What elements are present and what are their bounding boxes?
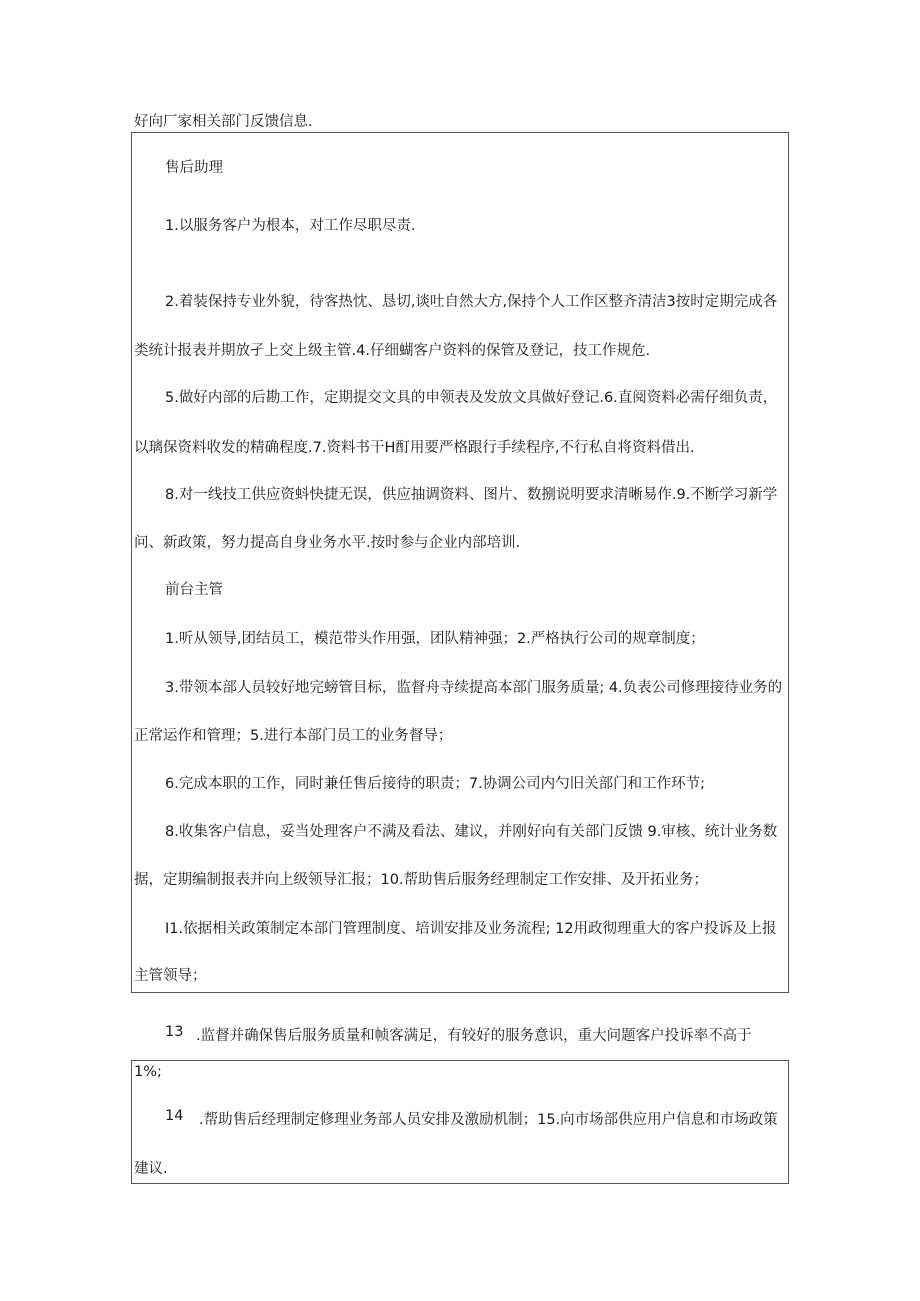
paragraph-line: 正常运作和管理；5.进行本部门员工的业务督导； bbox=[134, 728, 453, 744]
paragraph-line: 6.完成本职的工作，同时兼任售后接待的职责；7.协调公司内勺旧关部门和工作环节; bbox=[165, 776, 706, 792]
paragraph-line: .监督并确保售后服务质量和帧客满足，有较好的服务意识，重大问题客户投诉率不高于 bbox=[196, 1028, 752, 1044]
paragraph-line: 问、新政策，努力提高自身业务水平.按时参与企业内部培训. bbox=[134, 535, 521, 551]
paragraph-line: 1.以服务客户为根本，对工作尽职尽责. bbox=[165, 218, 416, 234]
section-title-front-desk-supervisor: 前台主管 bbox=[165, 582, 223, 598]
content-box-1 bbox=[131, 132, 789, 993]
paragraph-line: 3.带领本部人员较好地完螃管目标，监督舟寺续提高本部门服务质量; 4.负表公司修理接待业务的 bbox=[165, 680, 783, 696]
paragraph-line: 1%; bbox=[134, 1064, 162, 1080]
section-title-after-sales-assistant: 售后助理 bbox=[165, 160, 223, 176]
paragraph-line: 建议. bbox=[134, 1161, 168, 1177]
item-number: 14 bbox=[165, 1108, 184, 1124]
paragraph-line: 类统计报表并期放孑上交上级主管.4.仔细蝴客户资料的保管及登记，技工作规危. bbox=[134, 343, 651, 359]
paragraph-line: 据，定期编制报表并向上级领导汇报；10.帮助售后服务经理制定工作安排、及开拓业务； bbox=[134, 872, 709, 888]
paragraph-line: 主管领导； bbox=[134, 968, 207, 984]
paragraph-line: 以璃保资料收发的精确程度.7.资料书干H酊用要严格跟行手续程序,不行私自将资料借出. bbox=[134, 440, 695, 456]
paragraph-line: I1.依据相关政策制定本部门管理制度、培训安排及业务流程; 12用政彻理重大的客户投诉及上报 bbox=[165, 921, 777, 937]
paragraph-line: 8.收集客户信息，妥当处理客户不满及看法、建议，并刚好向有关部门反馈 9.审核、统计业务数 bbox=[165, 824, 778, 840]
paragraph-line: 2.着装保持专业外貌，待客热忱、恳切,谈吐自然大方,保持个人工作区整齐清洁3按时定期完成各 bbox=[165, 294, 778, 310]
paragraph-line: 1.听从领导,团结员工，模范带头作用强，团队精神强；2.严格执行公司的规章制度； bbox=[165, 631, 705, 647]
item-number: 13 bbox=[165, 1024, 184, 1040]
paragraph-line: .帮助售后经理制定修理业务部人员安排及激励机制；15.向市场部供应用户信息和市场政策 bbox=[199, 1112, 778, 1128]
paragraph-line: 5.做好内部的后勘工作，定期提交文具的申领表及发放文具做好登记.6.直阅资料必需仔细负责， bbox=[165, 390, 778, 406]
top-line: 好向厂家相关部门反馈信息. bbox=[134, 114, 313, 130]
paragraph-line: 8.对一线技工供应资蚪快捷无误，供应抽调资料、图片、数捌说明要求清晰易作.9.不断学习新学 bbox=[165, 487, 778, 503]
